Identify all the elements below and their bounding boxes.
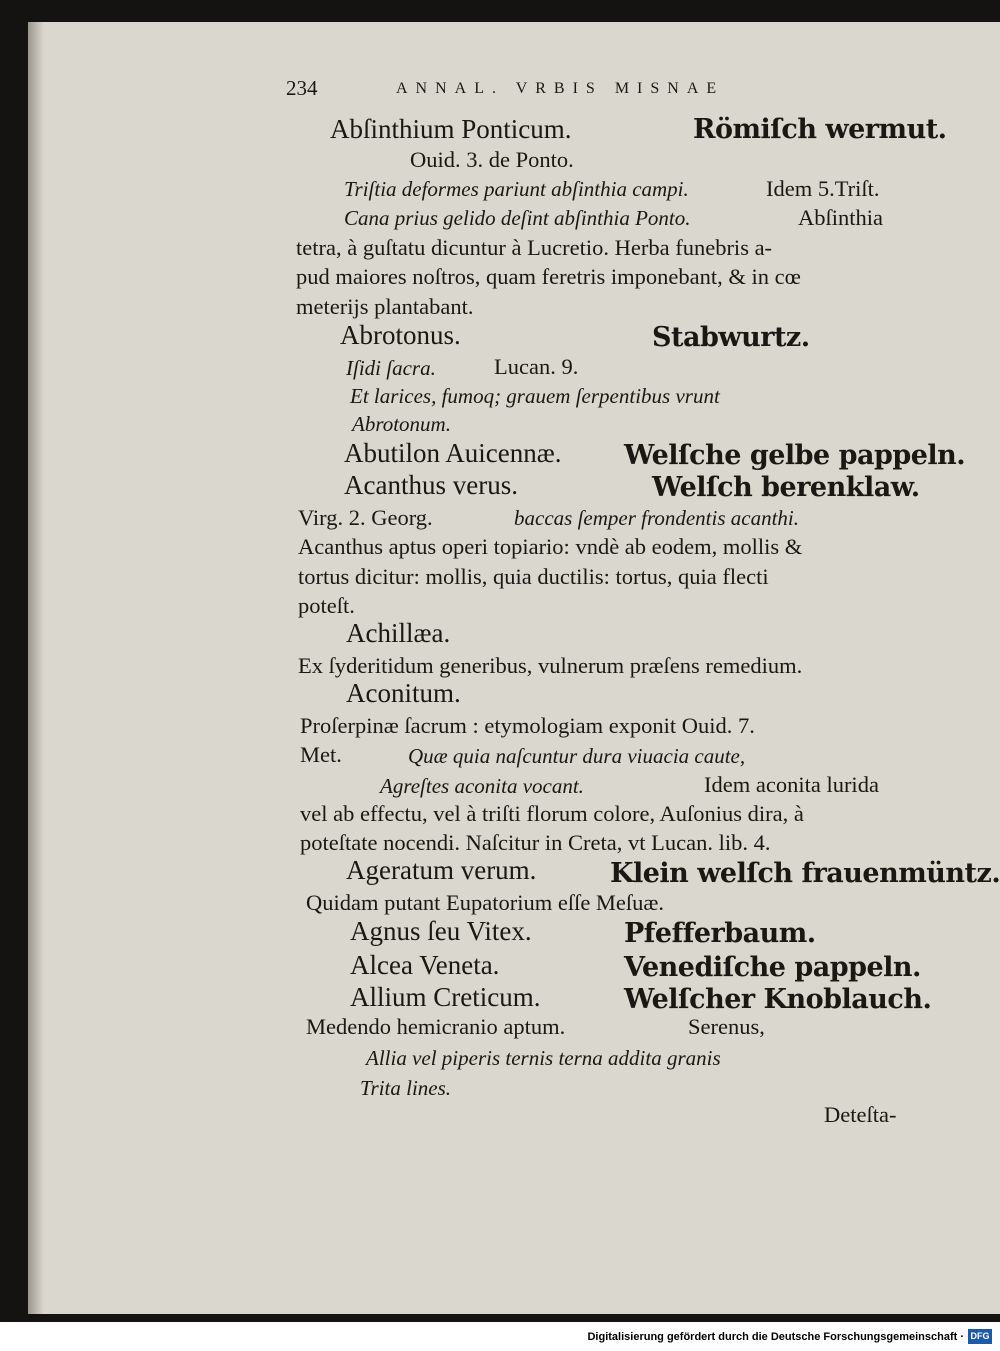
headword: Abſinthium Ponticum. <box>330 114 572 144</box>
headword: Aconitum. <box>346 678 461 708</box>
body-text: Idem aconita lurida <box>704 772 879 797</box>
dfg-logo-icon: DFG <box>968 1329 992 1344</box>
quotation-line: Quæ quia naſcuntur dura viuacia caute, <box>408 744 746 768</box>
citation: Virg. 2. Georg. <box>298 505 433 530</box>
body-text: tortus dicitur: mollis, quia ductilis: tortus, quia flecti <box>298 564 769 589</box>
quotation-line: Cana prius gelido deſint abſinthia Ponto. <box>344 206 691 230</box>
page-gutter-shadow <box>28 22 44 1314</box>
vernacular-name: Pfefferbaum. <box>624 918 816 949</box>
body-text: Proſerpinæ ſacrum : etymologiam exponit Ouid. 7. <box>300 713 755 738</box>
quotation-line: Iſidi ſacra. <box>346 356 436 380</box>
quotation-line: baccas ſemper frondentis acanthi. <box>514 506 800 530</box>
body-text: poteſtate nocendi. Naſcitur in Creta, vt Lucan. lib. 4. <box>300 830 771 855</box>
body-text: Medendo hemicranio aptum. <box>306 1014 566 1039</box>
headword: Allium Creticum. <box>350 982 541 1012</box>
citation: Lucan. 9. <box>494 354 579 379</box>
body-text: Abſinthia <box>798 205 883 230</box>
headword: Alcea Veneta. <box>350 950 500 980</box>
quotation-line: Et larices, fumoq; grauem ſerpentibus vrunt <box>350 384 720 408</box>
vernacular-name: Welſch berenklaw. <box>652 472 920 503</box>
headword: Ageratum verum. <box>346 855 537 885</box>
quotation-line: Trita lines. <box>360 1076 452 1100</box>
citation: Met. <box>300 742 342 767</box>
headword: Agnus ſeu Vitex. <box>350 916 532 946</box>
headword: Achillæa. <box>346 618 451 648</box>
body-text: Ex ſyderitidum generibus, vulnerum præſens remedium. <box>298 653 803 678</box>
vernacular-name: Welſcher Knoblauch. <box>624 984 932 1015</box>
catchword: Deteſta- <box>824 1102 897 1127</box>
page-number: 234 <box>286 76 318 100</box>
vernacular-name: Venediſche pappeln. <box>624 952 921 983</box>
quotation-line: Allia vel piperis ternis terna addita granis <box>366 1046 721 1070</box>
headword: Acanthus verus. <box>344 470 518 500</box>
quotation-line: Abrotonum. <box>352 412 451 436</box>
body-text: poteſt. <box>298 593 355 618</box>
funding-credit: Digitalisierung gefördert durch die Deutsche Forschungsgemeinschaft · <box>587 1331 964 1343</box>
citation: Ouid. 3. de Ponto. <box>410 147 574 172</box>
footer-bar <box>0 1322 1000 1351</box>
headword: Abrotonus. <box>340 320 461 350</box>
citation: Idem 5.Triſt. <box>766 176 880 201</box>
body-text: vel ab effectu, vel à triſti florum colore, Auſonius dira, à <box>300 801 804 826</box>
headword: Abutilon Auicennæ. <box>344 438 562 468</box>
body-text: Quidam putant Eupatorium eſſe Meſuæ. <box>306 890 665 915</box>
vernacular-name: Klein welſch frauenmüntz. <box>610 858 1000 889</box>
body-text: Acanthus aptus operi topiario: vndè ab eodem, mollis & <box>298 534 803 559</box>
vernacular-name: Römiſch wermut. <box>693 114 947 145</box>
body-text: meterijs plantabant. <box>296 294 474 319</box>
citation: Serenus, <box>688 1014 765 1039</box>
vernacular-name: Welſche gelbe pappeln. <box>624 440 966 471</box>
quotation-line: Agreſtes aconita vocant. <box>380 774 584 798</box>
running-title: ANNAL. VRBIS MISNAE <box>396 80 725 97</box>
quotation-line: Triſtia deformes pariunt abſinthia campi. <box>344 177 689 201</box>
body-text: pud maiores noſtros, quam feretris imponebant, & in cœ <box>296 264 801 289</box>
body-text: tetra, à guſtatu dicuntur à Lucretio. Herba funebris a- <box>296 235 773 260</box>
vernacular-name: Stabwurtz. <box>652 322 810 353</box>
